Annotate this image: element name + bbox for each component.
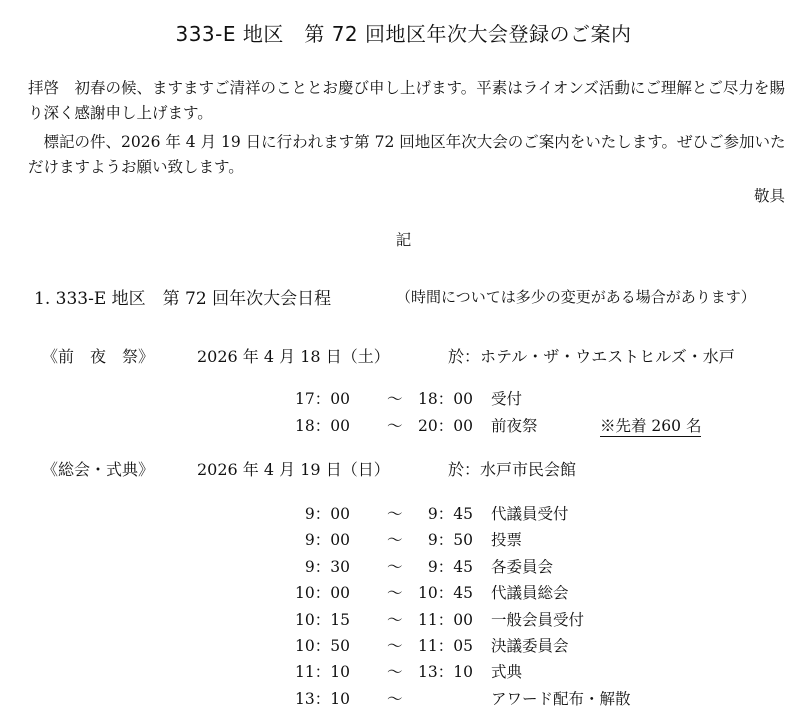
schedule-description: 前夜祭 [491,417,538,435]
schedule-row [0,687,807,711]
schedule-start-time: 9：30 [304,557,350,576]
schedule-row [0,502,807,526]
greeting-paragraph-1: 拝啓 初春の候、ますますご清祥のこととお慶び申し上げます。平素はライオンズ活動にご理解とご尽力を賜り深く感謝申し上げます。 [28,79,785,122]
schedule-end-time: 13：10 [418,663,473,682]
schedule-end-time: 10：45 [418,584,473,603]
schedule-tilde: ～ [387,557,403,576]
eve-event-venue: 於：ホテル・ザ・ウエストヒルズ・水戸 [448,347,735,366]
ki-marker: 記 [395,231,412,249]
schedule-start-time: 11：10 [295,663,350,682]
eve-event-date: 2026 年 4 月 18 日（土） [197,347,390,366]
schedule-start-time: 10：00 [295,584,350,603]
capacity-note [600,414,701,436]
schedule-tilde: ～ [387,610,403,629]
main-event-date: 2026 年 4 月 19 日（日） [197,460,390,479]
schedule-description: 一般会員受付 [491,610,585,629]
eve-event-label: 《前 夜 祭》 [42,347,155,366]
schedule-end-time: 18：00 [418,390,473,408]
schedule-description: 投票 [491,531,523,550]
schedule-row [0,387,807,411]
schedule-description: アワード配布・解散 [491,689,631,708]
section-heading: 1. 333-E 地区 第 72 回年次大会日程 [34,289,332,309]
schedule-description: 各委員会 [491,557,554,576]
schedule-tilde: ～ [387,417,403,435]
schedule-tilde: ～ [387,505,403,523]
schedule-row [0,608,807,632]
schedule-tilde: ～ [387,584,403,603]
schedule-tilde: ～ [387,637,403,655]
schedule-row [0,660,807,684]
capacity-note-text: ※先着 260 名 [600,417,702,435]
schedule-tilde: ～ [387,689,403,708]
schedule-start-time: 13：10 [295,689,350,708]
schedule-description: 代議員受付 [491,505,569,523]
schedule-description: 受付 [491,390,523,408]
schedule-row [0,528,807,552]
schedule-tilde: ～ [387,390,403,408]
main-event-label: 《総会・式典》 [42,460,155,479]
schedule-description: 決議委員会 [491,637,569,655]
schedule-start-time: 10：15 [295,610,350,629]
page-title: 333-E 地区 第 72 回地区年次大会登録のご案内 [175,22,632,46]
schedule-end-time: 9：50 [427,531,473,550]
greeting-paragraph-2: 標記の件、2026 年 4 月 19 日に行われます第 72 回地区年次大会のご案内をいたします。ぜひご参加いただけますようお願い致します。 [28,133,786,176]
schedule-tilde: ～ [387,531,403,550]
schedule-start-time: 18：00 [295,417,350,435]
schedule-end-time: 11：05 [418,637,473,655]
schedule-row [0,634,807,658]
schedule-description: 代議員総会 [491,584,569,603]
schedule-row [0,581,807,605]
schedule-start-time: 9：00 [304,531,350,550]
schedule-tilde: ～ [387,663,403,682]
main-event-venue: 於：水戸市民会館 [448,460,577,479]
schedule-start-time: 9：00 [304,505,350,523]
schedule-end-time: 9：45 [427,557,473,576]
schedule-end-time: 9：45 [427,505,473,523]
schedule-end-time: 11：00 [418,610,473,629]
schedule-start-time: 17：00 [295,390,350,408]
schedule-start-time: 10：50 [295,637,350,655]
schedule-row [0,555,807,579]
schedule-description: 式典 [491,663,523,682]
section-note: （時間については多少の変更がある場合があります） [396,288,756,306]
closing-text: 敬具 [753,187,785,205]
schedule-end-time: 20：00 [418,417,473,435]
